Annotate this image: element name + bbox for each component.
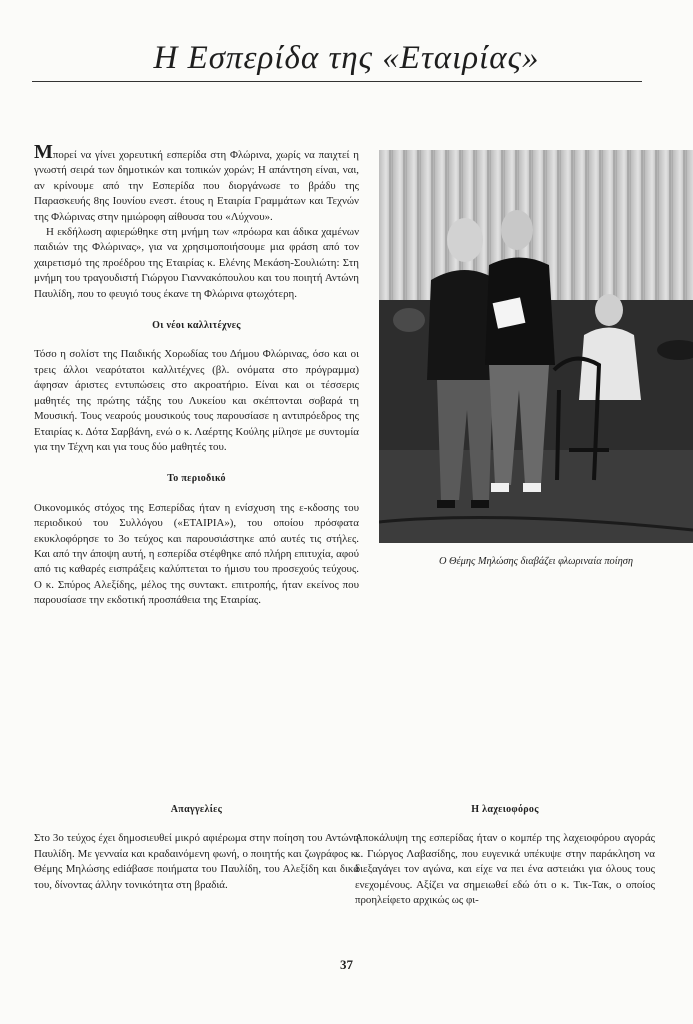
heading-lottery: Η λαχειοφόρος — [471, 804, 539, 815]
title-rule — [32, 81, 642, 82]
intro-text-1: πορεί να γίνει χορευτική εσπερίδα στη Φλώρινα, χωρίς να παιχτεί η γνωστή σειρά των δημοτικών και τοπικών χορών; Η απάντηση είναι, ναι, αν κρίνουμε από την Εσπερίδα που διοργάνωσε το βράδυ της Παρασκευής 8ης Ιουνίου ενεστ. έτους η Εταιρία Γραμμάτων και Τεχνών της Φλώρινας στην ημιώροφη αίθουσα του «Λύχνου». — [34, 149, 359, 223]
intro-paragraph-1 — [34, 141, 359, 225]
artists-paragraph: Τόσο η σολίστ της Παιδικής Χορωδίας του Δήμου Φλώρινας, όσο και οι τρεις άλλοι νεαρότατοι καλλιτέχνες (βλ. ονόματα στο πρόγραμμα) άφησαν άριστες εντυπώσεις στο ακροατήριο. Είναι και οι τέσσερις μαθητές της πρώτης τάξης του Λυκείου και σκέπτονται σοβαρά τη Μουσική. Τους νεαρούς μουσικούς τους παρουσίασε η αντιπρόεδρος της Εταιρίας κ. Δότα Σαρβάνη, ενώ ο κ. Λαέρτης Κούλης μίλησε με συντομία για την Τέχνη και για τους δύο μαθητές του. — [34, 348, 359, 453]
intro-paragraph-2: Η εκδήλωση αφιερώθηκε στη μνήμη των «πρόωρα και άδικα χαμένων παιδιών της Φλώρινας», για να χρησιμοποιήσουμε μια φράση από τον χαιρετισμό της προέδρου της Εταιρίας κ. Ελένης Μεκάση-Σουλιώτη: Στη μνήμη του τραγουδιστή Γιώργου Γιαννακόπουλου και του ποιητή Αντώνη Παυλίδη, που το φευγιό τους έκανε τη Φλώρινα φτωχότερη. — [34, 226, 359, 300]
lottery-paragraph: Αποκάλυψη της εσπερίδας ήταν ο κομπέρ της λαχειοφόρου αγοράς κ. Γιώργος Λαβασίδης, που ευγενικά υπέκυψε στην παράκληση να διεξαγάγει τον αγώνα, και είχε να πει ένα αστειάκι για όλους τους ενεχομένους. Αξίζει να σημειωθεί εδώ ότι ο κ. Τικ-Τακ, ο οποίος προηλείφετο αρχικώς ως φι- — [355, 832, 655, 907]
recitals-column — [34, 802, 359, 893]
lottery-column — [355, 802, 655, 908]
left-column — [34, 141, 359, 609]
photo-caption: Ο Θέμης Μηλώσης διαβάζει φλωριναία ποίηση — [438, 556, 634, 567]
page-title: Η Εσπερίδα της «Εταιρίας» — [153, 40, 540, 76]
heading-magazine: Το περιοδικό — [167, 473, 226, 485]
heading-recitals: Απαγγελίες — [170, 804, 223, 815]
drop-cap: Μ — [34, 141, 53, 163]
event-photo-image — [379, 150, 693, 543]
magazine-paragraph: Οικονομικός στόχος της Εσπερίδας ήταν η ενίσχυση της ε-κδοσης του περιοδικού του Συλλόγου («ΕΤΑΙΡΙΑ»), του οποίου πρόσφατα εκυκλοφόρησε το 3ο τεύχος και παρουσιάστηκε από αυτές τις στήλες. Και από την άποψη αυτή, η εσπερίδα στέφθηκε από πλήρη επιτυχία, αφού από τις καθαρές εισπράξεις καλύπτεται το ήμισυ του προσεχούς τεύχους. Ο κ. Σπύρος Αλεξίδης, μέλος της συντακτ. επιτροπής, ήταν εκείνος που παρουσίασε την εκδοτική προσπάθεια της Εταιρίας. — [34, 501, 359, 607]
event-photo — [379, 150, 693, 543]
page-number: 37 — [340, 957, 353, 972]
heading-artists: Οι νέοι καλλιτέχνες — [152, 320, 241, 332]
recitals-paragraph: Στο 3ο τεύχος έχει δημοσιευθεί μικρό αφιέρωμα στην ποίηση του Αντώνη Παυλίδη. Με γενναία και κραδαινόμενη φωνή, ο ποιητής και ζωγράφος κ. Θέμης Μηλώσης ediάβασε ποιήματα του Παυλίδη, του Αλεξίδη και δικά του, δίνοντας άλλην τονικότητα στη βραδιά. — [34, 832, 359, 891]
